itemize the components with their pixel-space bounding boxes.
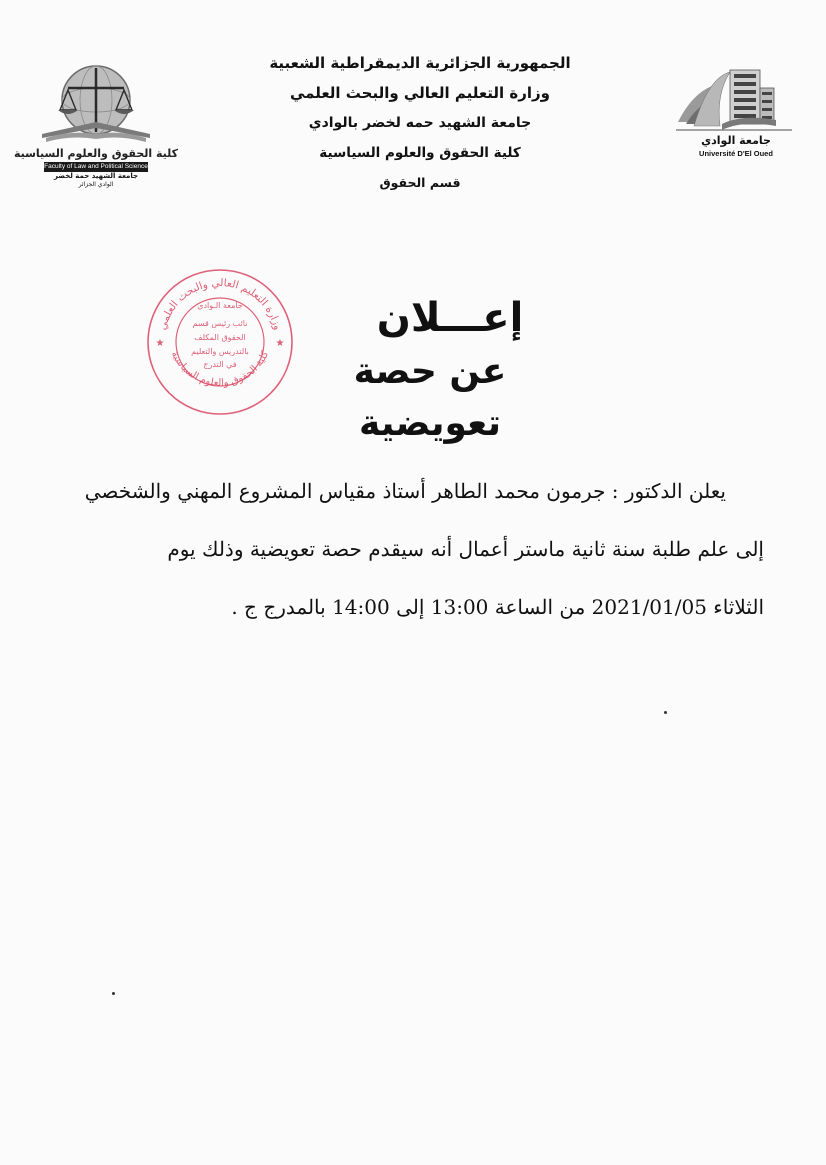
university-caption-ar: جامعة الوادي [701, 134, 771, 147]
stamp-ring-university: جامعة الـوادي [197, 301, 243, 310]
title-main: إعـــلان [376, 295, 524, 341]
faculty-caption-ar: جامعة الشهيد حمة لخضر [53, 172, 139, 180]
stamp-star-icon: ★ [275, 338, 285, 349]
stamp-ring-top: وزارة التعليم العالي والبحث العلمي [156, 276, 284, 332]
announcement-title [280, 290, 580, 444]
faculty-script: كلية الحقوق والعلوم السياسية [13, 147, 179, 160]
scales-of-justice-icon [13, 62, 179, 162]
stamp-ring-bottom: كلية الحقوق والعلوم السياسية [168, 349, 272, 389]
header-republic: الجمهورية الجزائرية الديمقراطية الشعبية [269, 54, 571, 72]
header-faculty: كلية الحقوق والعلوم السياسية [319, 145, 521, 161]
stamp-star-icon: ★ [155, 338, 165, 349]
header-ministry: وزارة التعليم العالي والبحث العلمي [289, 84, 551, 102]
stamp-center-line3: بالتدريس والتعليم [191, 347, 249, 356]
faculty-logo [13, 62, 179, 192]
letterhead [230, 48, 610, 198]
scan-speck [112, 992, 115, 995]
header-university: جامعة الشهيد حمه لخضر بالوادي [308, 115, 532, 131]
announcement-body [84, 462, 764, 636]
body-line: الثلاثاء 2021/01/05 من الساعة 13:00 إلى 14:00 بالمدرج ج . [231, 595, 764, 619]
official-stamp [144, 266, 296, 418]
stamp-center-line2: الحقوق المكلف [194, 333, 246, 342]
faculty-caption-en: Faculty of Law and Political Science [44, 163, 148, 170]
header-department: قسم الحقوق [379, 175, 461, 190]
stamp-center-line4: في التدرج [203, 360, 237, 369]
university-building-icon [672, 64, 796, 136]
stamp-center-line1: نائب رئيس قسم [192, 319, 248, 328]
university-caption-en: Université D'El Oued [699, 149, 773, 158]
faculty-caption-location: الوادي الجزائر [78, 181, 114, 188]
stamp-seal-icon [144, 266, 296, 418]
body-line: يعلن الدكتور : جرمون محمد الطاهر أستاذ مقياس المشروع المهني والشخصي [84, 479, 726, 503]
title-sub: عن حصة تعويضية [353, 351, 507, 444]
body-line: إلى علم طلبة سنة ثانية ماستر أعمال أنه سيقدم حصة تعويضية وذلك يوم [167, 537, 764, 561]
scan-speck [664, 711, 667, 714]
university-logo [672, 64, 796, 164]
